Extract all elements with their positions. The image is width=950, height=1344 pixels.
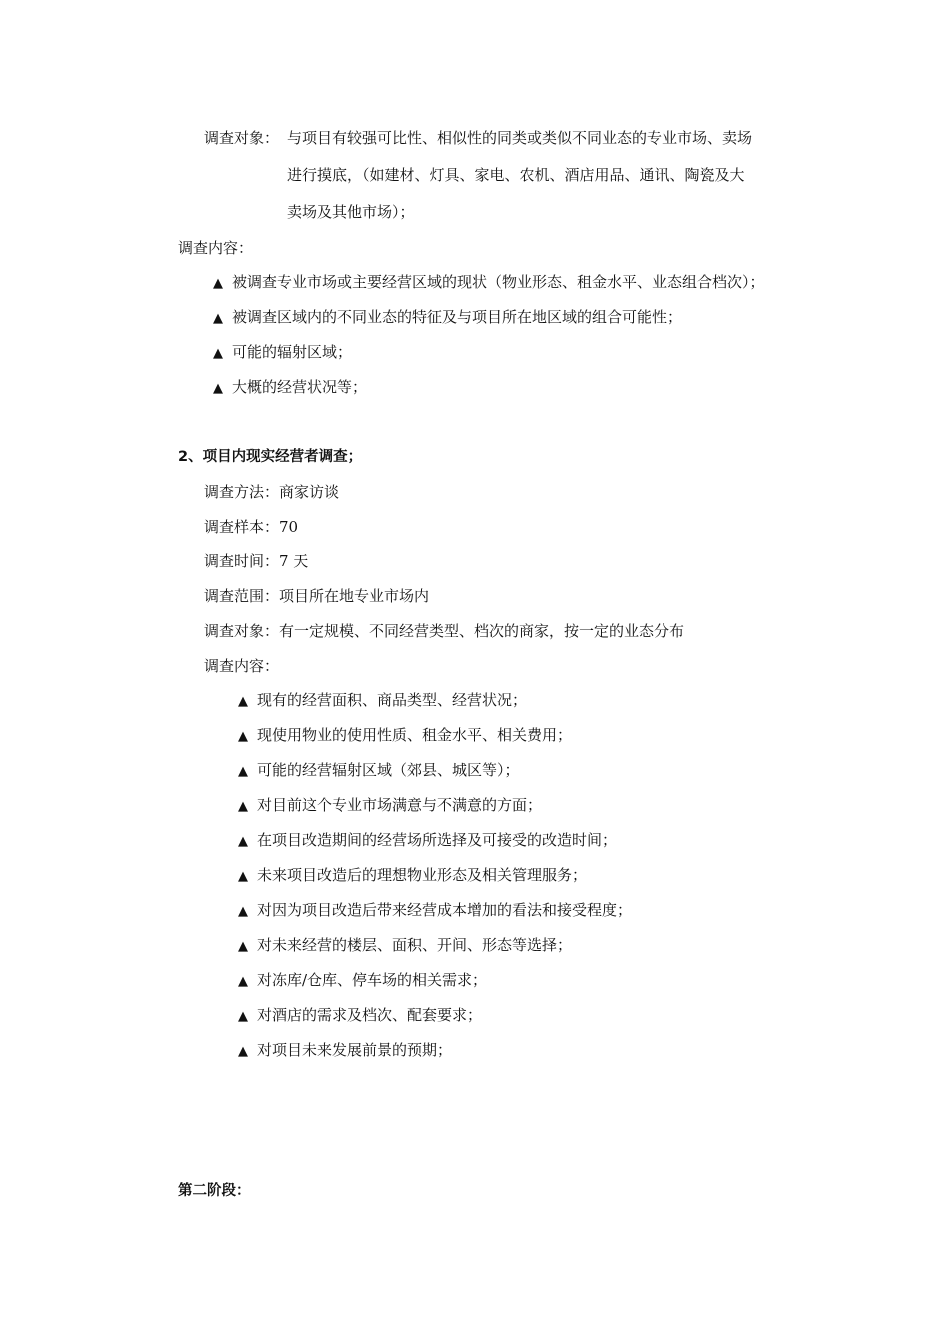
list-item: ▲ 在项目改造期间的经营场所选择及可接受的改造时间；: [238, 830, 617, 852]
list-item: ▲ 对酒店的需求及档次、配套要求；: [238, 1005, 482, 1027]
triangle-bullet-icon: ▲: [238, 1009, 248, 1024]
list-item: ▲ 被调查区域内的不同业态的特征及与项目所在地区域的组合可能性；: [213, 307, 682, 329]
survey-content-label: 调查内容：: [204, 657, 280, 675]
survey-sample: 调查样本：70: [204, 518, 299, 536]
survey-content-label: 调查内容：: [178, 239, 254, 257]
list-item: ▲ 未来项目改造后的理想物业形态及相关管理服务；: [238, 865, 587, 887]
list-item: ▲ 大概的经营状况等；: [213, 377, 367, 399]
survey-object-line-1: 与项目有较强可比性、相似性的同类或类似不同业态的专业市场、卖场: [287, 129, 753, 147]
section-heading: 2、项目内现实经营者调查；: [178, 449, 363, 465]
list-item: ▲ 可能的辐射区域；: [213, 342, 352, 364]
triangle-bullet-icon: ▲: [238, 974, 248, 989]
survey-object-line-2: 进行摸底，（如建材、灯具、家电、农机、酒店用品、通讯、陶瓷及大: [287, 166, 745, 184]
triangle-bullet-icon: ▲: [238, 694, 248, 709]
list-item: ▲ 现使用物业的使用性质、租金水平、相关费用；: [238, 725, 572, 747]
survey-object-label: 调查对象：: [204, 129, 280, 147]
triangle-bullet-icon: ▲: [213, 381, 223, 396]
list-item: ▲ 对冻库/仓库、停车场的相关需求；: [238, 970, 487, 992]
list-item: ▲ 对未来经营的楼层、面积、开间、形态等选择；: [238, 935, 572, 957]
list-item: ▲ 对目前这个专业市场满意与不满意的方面；: [238, 795, 542, 817]
triangle-bullet-icon: ▲: [238, 799, 248, 814]
triangle-bullet-icon: ▲: [238, 869, 248, 884]
survey-scope: 调查范围：项目所在地专业市场内: [204, 587, 430, 605]
triangle-bullet-icon: ▲: [238, 1044, 248, 1059]
triangle-bullet-icon: ▲: [238, 834, 248, 849]
triangle-bullet-icon: ▲: [213, 311, 223, 326]
triangle-bullet-icon: ▲: [213, 276, 223, 291]
list-item: ▲ 被调查专业市场或主要经营区域的现状（物业形态、租金水平、业态组合档次）；: [213, 272, 765, 294]
survey-time: 调查时间：7 天: [204, 552, 309, 570]
triangle-bullet-icon: ▲: [238, 729, 248, 744]
list-item: ▲ 现有的经营面积、商品类型、经营状况；: [238, 690, 527, 712]
list-item: ▲ 可能的经营辐射区域（郊县、城区等）；: [238, 760, 520, 782]
phase-two-heading: 第二阶段：: [178, 1183, 251, 1199]
list-item: ▲ 对因为项目改造后带来经营成本增加的看法和接受程度；: [238, 900, 632, 922]
triangle-bullet-icon: ▲: [238, 764, 248, 779]
triangle-bullet-icon: ▲: [213, 346, 223, 361]
survey-object: 调查对象：有一定规模、不同经营类型、档次的商家，按一定的业态分布: [204, 622, 685, 640]
list-item: ▲ 对项目未来发展前景的预期；: [238, 1040, 452, 1062]
triangle-bullet-icon: ▲: [238, 939, 248, 954]
triangle-bullet-icon: ▲: [238, 904, 248, 919]
survey-object-line-3: 卖场及其他市场）；: [287, 203, 415, 221]
survey-method: 调查方法：商家访谈: [204, 483, 340, 501]
